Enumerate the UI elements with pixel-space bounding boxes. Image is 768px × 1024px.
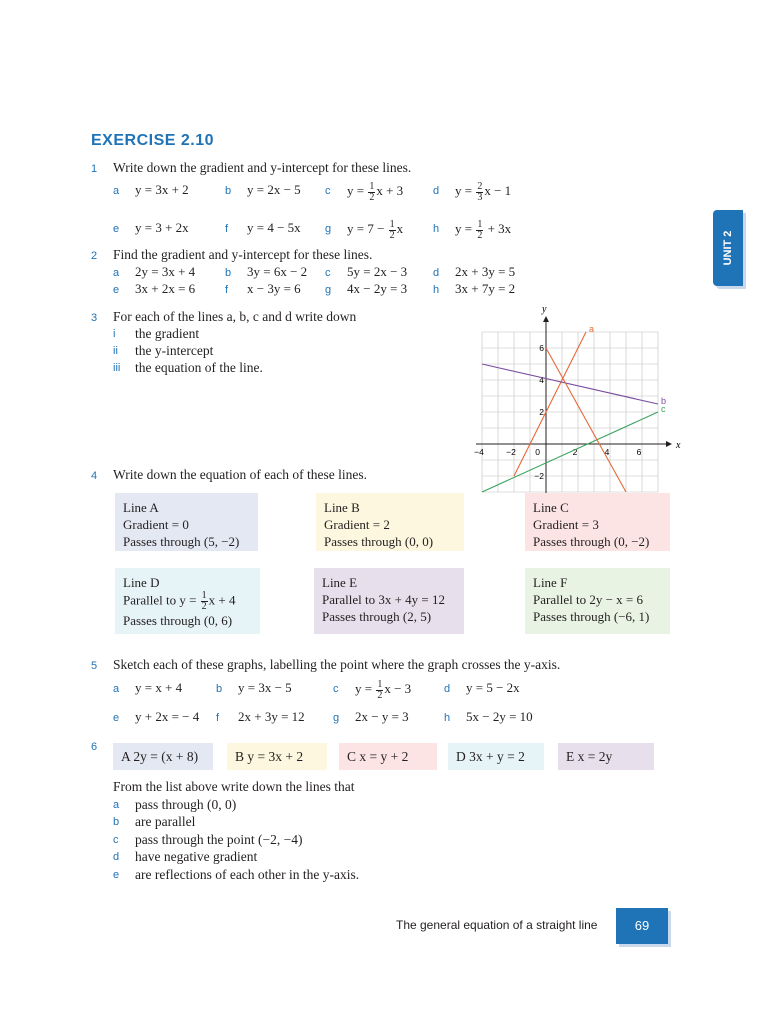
q2-text: Find the gradient and y-intercept for these lines.: [113, 247, 373, 262]
q1-h-eq-pre: y =: [455, 221, 476, 237]
line-box-c: [525, 493, 670, 551]
q6-text: From the list above write down the lines that: [113, 779, 355, 794]
q5-a-equation: y = x + 4: [135, 680, 183, 695]
q1-e-equation: y = 3 + 2x: [135, 220, 189, 235]
line-box-condition: Parallel to 2y − x = 6: [533, 592, 643, 607]
y-tick-label: 4: [539, 375, 544, 385]
q2-b-equation: 3y = 6x − 2: [247, 264, 308, 279]
q2-label-c: c: [325, 267, 331, 279]
q6-option-e: E x = 2y: [558, 743, 654, 770]
q1-h-equation: [455, 219, 512, 241]
line-box-point: Passes through (0, 6): [123, 613, 233, 628]
q3-number: 3: [91, 312, 98, 324]
condition-post: x + 4: [208, 592, 236, 608]
q1-h-denominator: 2: [477, 230, 483, 241]
q1-h-eq-post: + 3x: [484, 221, 512, 237]
q3-label-ii: ii: [113, 345, 118, 357]
q2-label-d: d: [433, 267, 440, 279]
q1-h-numerator: 1: [477, 219, 483, 230]
line-box-name: Line A: [123, 500, 159, 515]
q6-option-c: C x = y + 2: [339, 743, 437, 770]
q6-option-a: A 2y = (x + 8): [113, 743, 213, 770]
q3-item-ii: the y-intercept: [135, 343, 214, 358]
q2-item-b: [247, 264, 307, 280]
coordinate-graph: [474, 304, 681, 481]
x-tick-label: 4: [604, 447, 610, 457]
q1-g-denominator: 2: [389, 230, 395, 241]
q2-c-equation: 5y = 2x − 3: [347, 264, 408, 279]
q5-number: 5: [91, 660, 98, 672]
x-axis-label: x: [676, 440, 681, 451]
q1-d-numerator: 2: [477, 181, 483, 192]
q2-label-a: a: [113, 267, 120, 279]
q2-item-e: [135, 281, 195, 297]
line-box-name: Line D: [123, 575, 160, 590]
graph-line-label-b: b: [661, 396, 667, 406]
line-box-condition: Parallel to 3x + 4y = 12: [322, 592, 445, 607]
x-tick-label: −4: [474, 447, 484, 457]
q5-item-d: [466, 680, 520, 696]
q2-item-g: [347, 281, 407, 297]
q1-item-d: [455, 182, 511, 203]
q5-f-equation: 2x + 3y = 12: [238, 709, 305, 724]
q6-label-b: b: [113, 816, 120, 829]
q5-item-h: [466, 709, 533, 725]
q1-label-h: h: [433, 223, 440, 235]
line-box-a: [115, 493, 258, 551]
q1-d-equation: [455, 181, 512, 203]
q5-label-b: b: [216, 683, 223, 695]
q5-c-equation: [355, 679, 412, 701]
q5-h-equation: 5x − 2y = 10: [466, 709, 533, 724]
q5-label-a: a: [113, 683, 120, 695]
q4-text: Write down the equation of each of these lines.: [113, 467, 367, 482]
q5-item-e: [135, 709, 199, 725]
line-box-name: Line E: [322, 575, 358, 590]
q5-label-e: e: [113, 712, 120, 724]
q6-label-d: d: [113, 851, 120, 864]
q6-option-b: B y = 3x + 2: [227, 743, 327, 770]
graph-line-b: [482, 364, 658, 404]
q2-number: 2: [91, 250, 98, 262]
q2-item-c: [347, 264, 407, 280]
q5-item-g: [355, 709, 409, 725]
line-box-e: [314, 568, 464, 634]
q5-label-f: f: [216, 712, 220, 724]
q1-label-b: b: [225, 185, 232, 197]
q1-f-equation: y = 4 − 5x: [247, 220, 301, 235]
line-box-d: [115, 568, 260, 634]
q6-label-c: c: [113, 833, 119, 846]
q5-c-denominator: 2: [377, 690, 383, 701]
q5-b-equation: y = 3x − 5: [238, 680, 292, 695]
q1-item-f: [247, 220, 301, 236]
q5-c-eq-post: x − 3: [384, 681, 412, 697]
x-tick-label: 6: [636, 447, 642, 457]
q5-text: Sketch each of these graphs, labelling the point where the graph crosses the y-axis.: [113, 657, 561, 672]
q3-item-i: the gradient: [135, 326, 200, 341]
q2-a-equation: 2y = 3x + 4: [135, 264, 196, 279]
line-box-point: Passes through (2, 5): [322, 609, 432, 624]
q1-c-eq-post: x + 3: [376, 183, 404, 199]
q2-g-equation: 4x − 2y = 3: [347, 281, 408, 296]
q2-label-h: h: [433, 284, 440, 296]
q1-text: Write down the gradient and y-intercept for these lines.: [113, 160, 412, 175]
y-axis-label: y: [542, 304, 547, 315]
q1-c-numerator: 1: [369, 181, 375, 192]
x-tick-label: 0: [535, 447, 540, 457]
q1-item-g: [347, 220, 403, 241]
q5-d-equation: y = 5 − 2x: [466, 680, 520, 695]
q1-label-d: d: [433, 185, 440, 197]
line-box-b: [316, 493, 464, 551]
y-tick-label: −2: [534, 471, 544, 481]
q1-item-h: [455, 220, 511, 241]
line-box-condition: Gradient = 2: [324, 517, 390, 532]
q3-item-iii: the equation of the line.: [135, 360, 263, 375]
q6-item-d: have negative gradient: [135, 849, 258, 865]
line-box-point: Passes through (5, −2): [123, 534, 240, 549]
graph-line-label-a: a: [589, 324, 595, 334]
q2-f-equation: x − 3y = 6: [247, 281, 301, 296]
footer-chapter-title: The general equation of a straight line: [396, 918, 598, 932]
q5-label-d: d: [444, 683, 451, 695]
y-axis-arrow: [543, 316, 549, 322]
q1-item-a: [135, 182, 189, 198]
q1-c-fraction: [368, 182, 375, 203]
line-box-condition: [123, 591, 252, 612]
q1-item-b: [247, 182, 301, 198]
q1-g-equation: [347, 219, 404, 241]
x-tick-label: −2: [506, 447, 516, 457]
q1-item-c: [347, 182, 403, 203]
condition-fraction: [201, 591, 208, 612]
y-tick-label: 2: [539, 407, 544, 417]
q1-d-eq-pre: y =: [455, 183, 476, 199]
q5-item-b: [238, 680, 292, 696]
q1-g-eq-post: x: [396, 221, 404, 237]
q2-h-equation: 3x + 7y = 2: [455, 281, 516, 296]
q3-label-i: i: [113, 328, 116, 340]
graph-line-label-c: c: [661, 404, 666, 414]
q1-label-c: c: [325, 185, 331, 197]
q2-label-e: e: [113, 284, 120, 296]
condition-pre: Parallel to y =: [123, 592, 200, 608]
q6-option-d: D 3x + y = 2: [448, 743, 544, 770]
q1-label-f: f: [225, 223, 229, 235]
q2-label-f: f: [225, 284, 229, 296]
q1-d-eq-post: x − 1: [484, 183, 512, 199]
q5-item-c: [355, 680, 411, 701]
q5-g-equation: 2x − y = 3: [355, 709, 409, 724]
q5-item-f: [238, 709, 305, 725]
line-box-name: Line C: [533, 500, 569, 515]
q1-d-fraction: [476, 182, 483, 203]
q5-c-numerator: 1: [377, 679, 383, 690]
q6-item-b: are parallel: [135, 814, 196, 830]
q1-c-denominator: 2: [369, 192, 375, 203]
q2-item-f: [247, 281, 301, 297]
q2-d-equation: 2x + 3y = 5: [455, 264, 516, 279]
q1-a-equation: y = 3x + 2: [135, 182, 189, 197]
q1-c-equation: [347, 181, 404, 203]
line-box-name: Line B: [324, 500, 360, 515]
q2-item-d: [455, 264, 515, 280]
q3-text: For each of the lines a, b, c and d write down: [113, 309, 357, 324]
q6-label-a: a: [113, 799, 120, 811]
q1-b-equation: y = 2x − 5: [247, 182, 301, 197]
q2-item-h: [455, 281, 515, 297]
y-tick-label: 6: [539, 343, 544, 353]
q6-label-e: e: [113, 868, 120, 881]
q1-c-eq-pre: y =: [347, 183, 368, 199]
q4-number: 4: [91, 470, 98, 482]
q1-g-eq-pre: y = 7 −: [347, 221, 388, 237]
condition-numerator: 1: [201, 590, 207, 601]
q5-label-h: h: [444, 712, 451, 724]
line-box-name: Line F: [533, 575, 568, 590]
line-box-condition: Gradient = 0: [123, 517, 189, 532]
q1-label-e: e: [113, 223, 120, 235]
q1-label-g: g: [325, 223, 332, 235]
q1-number: 1: [91, 163, 98, 175]
q5-item-a: [135, 680, 182, 696]
page-number: 69: [616, 908, 668, 944]
unit-tab: UNIT 2: [713, 210, 743, 286]
line-box-point: Passes through (0, 0): [324, 534, 434, 549]
q2-label-b: b: [225, 267, 232, 279]
line-box-condition: Gradient = 3: [533, 517, 599, 532]
q5-c-eq-pre: y =: [355, 681, 376, 697]
q1-label-a: a: [113, 185, 120, 197]
line-box-point: Passes through (0, −2): [533, 534, 650, 549]
line-box-f: [525, 568, 670, 634]
q1-h-fraction: [476, 220, 483, 241]
q1-d-denominator: 3: [477, 192, 483, 203]
q5-label-g: g: [333, 712, 340, 724]
exercise-title: EXERCISE 2.10: [91, 132, 214, 149]
q1-item-e: [135, 220, 189, 236]
q6-item-a: pass through (0, 0): [135, 797, 237, 812]
q3-label-iii: iii: [113, 362, 121, 374]
q2-label-g: g: [325, 284, 332, 296]
graph-line-d: [546, 348, 626, 492]
q2-item-a: [135, 264, 195, 280]
q5-e-equation: y + 2x = − 4: [135, 709, 200, 724]
q5-c-fraction: [376, 680, 383, 701]
x-axis-arrow: [666, 441, 672, 447]
q1-g-numerator: 1: [389, 219, 395, 230]
q6-item-e: are reflections of each other in the y-axis.: [135, 866, 360, 882]
q5-label-c: c: [333, 683, 339, 695]
x-tick-label: 2: [572, 447, 578, 457]
q6-number: 6: [91, 741, 98, 753]
condition-denominator: 2: [201, 601, 207, 612]
q1-g-fraction: [389, 220, 396, 241]
line-box-point: Passes through (−6, 1): [533, 609, 650, 624]
q6-item-c: pass through the point (−2, −4): [135, 831, 303, 847]
q2-e-equation: 3x + 2x = 6: [135, 281, 196, 296]
